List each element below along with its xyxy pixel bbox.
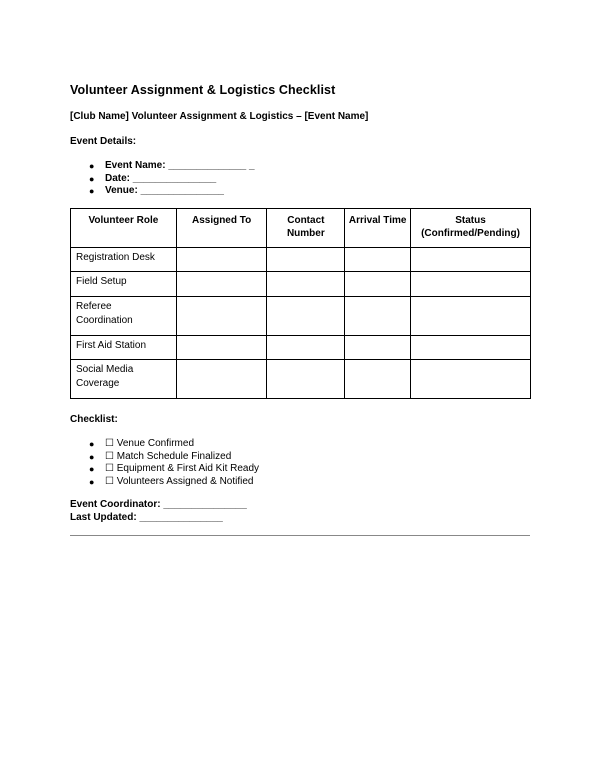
table-cell: [176, 272, 267, 297]
bullet-icon: ●: [89, 476, 95, 487]
list-item: [70, 173, 255, 186]
table-row: [71, 272, 531, 297]
table-cell: [176, 336, 267, 360]
table-cell: [411, 336, 531, 360]
table-cell: [176, 297, 267, 336]
bullet-icon: ●: [89, 161, 95, 171]
table-cell: Registration Desk: [71, 248, 177, 272]
event-coordinator-field: Event Coordinator: _______________: [70, 499, 247, 510]
table-cell: [345, 336, 411, 360]
table-cell: [411, 272, 531, 297]
table-header-row: [71, 209, 531, 248]
date-field: Date: _______________: [105, 172, 217, 184]
document-title: Volunteer Assignment & Logistics Checklist: [70, 83, 336, 97]
venue-field: Venue: _______________: [105, 185, 224, 196]
list-item: [70, 463, 259, 476]
bullet-icon: ●: [89, 439, 95, 449]
table-cell: [267, 272, 345, 297]
checklist-heading: Checklist:: [70, 414, 118, 425]
last-updated-field: Last Updated: _______________: [70, 512, 223, 523]
table-cell: [267, 297, 345, 336]
checklist-item: ☐ Match Schedule Finalized: [105, 450, 232, 462]
bullet-icon: ●: [89, 173, 95, 184]
bullet-icon: ●: [89, 186, 95, 196]
table-cell: [176, 360, 267, 399]
table-cell: [345, 297, 411, 336]
checklist-item: ☐ Volunteers Assigned & Notified: [105, 475, 254, 487]
table-cell: [411, 248, 531, 272]
table-cell: [267, 360, 345, 399]
list-item: [70, 476, 259, 489]
table-cell: [267, 336, 345, 360]
table-cell: [411, 360, 531, 399]
column-header: Arrival Time: [345, 209, 411, 248]
table-cell: [345, 360, 411, 399]
column-header: Contact Number: [267, 209, 345, 248]
column-header: Status (Confirmed/Pending): [411, 209, 531, 248]
checklist-item: ☐ Equipment & First Aid Kit Ready: [105, 463, 260, 474]
checklist-item: ☐ Venue Confirmed: [105, 438, 195, 449]
list-item: [70, 160, 255, 173]
table-row: [71, 248, 531, 272]
list-item: [70, 185, 255, 198]
table-cell: Social Media Coverage: [71, 360, 177, 399]
table-cell: [267, 248, 345, 272]
table-cell: [345, 248, 411, 272]
table-row: [71, 336, 531, 360]
list-item: [70, 451, 259, 464]
document-subtitle: [Club Name] Volunteer Assignment & Logistics – [Event Name]: [70, 111, 369, 122]
event-name-field: Event Name: ______________ _: [105, 160, 255, 171]
table-cell: Referee Coordination: [71, 297, 177, 336]
event-details-heading: Event Details:: [70, 136, 137, 147]
table-cell: [411, 297, 531, 336]
column-header: Assigned To: [176, 209, 267, 248]
table-cell: [176, 248, 267, 272]
table-cell: Field Setup: [71, 272, 177, 297]
table-row: [71, 297, 531, 336]
table-cell: [345, 272, 411, 297]
bullet-icon: ●: [89, 451, 95, 462]
event-details-list: [70, 160, 255, 198]
bullet-icon: ●: [89, 464, 95, 474]
column-header: Volunteer Role: [71, 209, 177, 248]
table-row: [71, 360, 531, 399]
checklist-list: [70, 438, 259, 488]
divider: [70, 535, 530, 536]
table-cell: First Aid Station: [71, 336, 177, 360]
volunteer-table: [70, 208, 531, 399]
list-item: [70, 438, 259, 451]
